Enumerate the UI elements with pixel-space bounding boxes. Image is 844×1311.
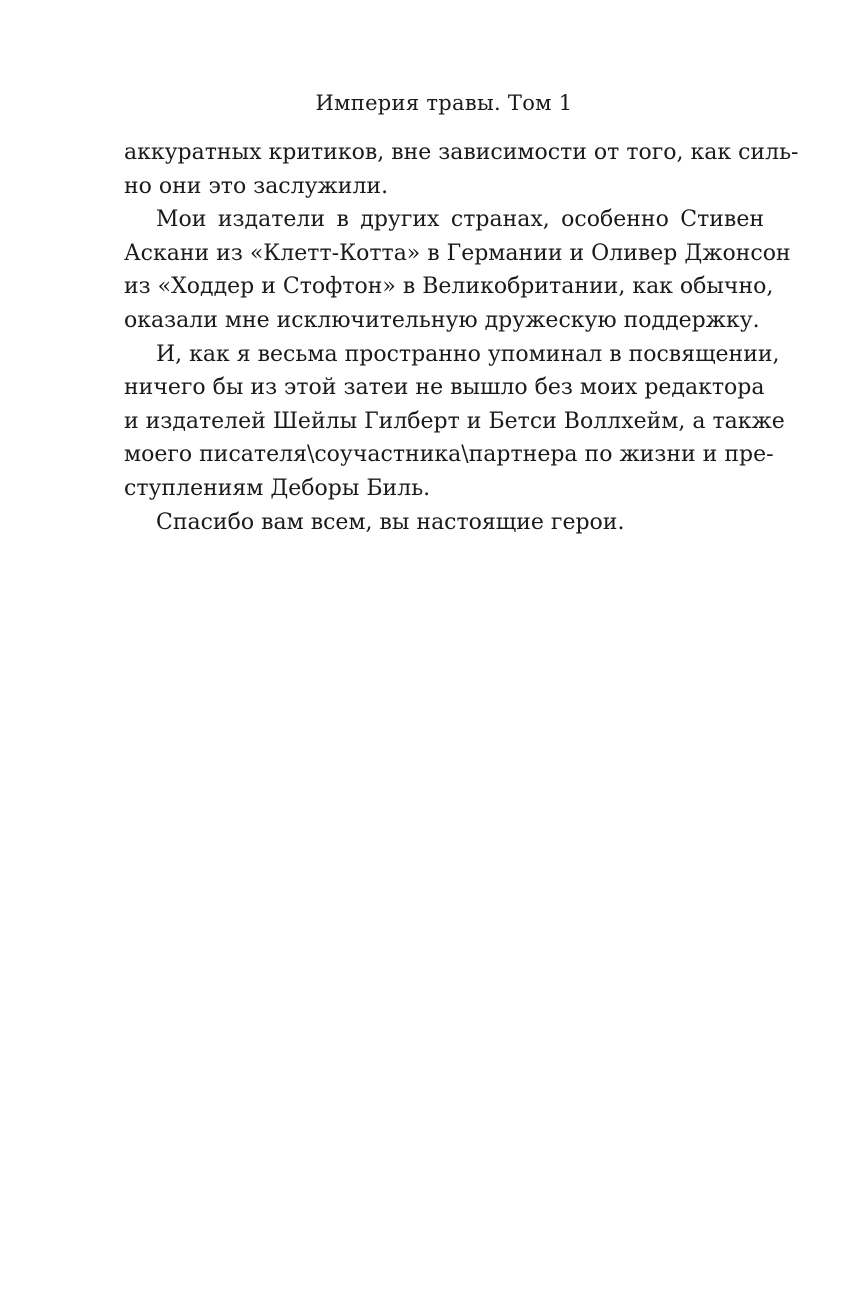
- paragraph-4: [124, 506, 764, 540]
- text-line: И, как я весьма пространно упоминал в посвящении,: [156, 341, 780, 367]
- paragraph-3: [124, 338, 785, 506]
- text-line: Аскани из «Клетт-Котта» в Германии и Оливер Джонсон: [124, 240, 791, 266]
- text-line: но они это заслужили.: [124, 173, 389, 199]
- book-page: [124, 88, 799, 539]
- paragraph-1: [124, 136, 799, 203]
- text-line: аккуратных критиков, вне зависимости от того, как силь-: [124, 140, 799, 165]
- body-text: [124, 136, 799, 539]
- paragraph-2: [124, 203, 791, 337]
- text-line: моего писателя\соучастника\партнера по жизни и пре-: [124, 442, 774, 468]
- running-header: Империя травы. Том 1: [315, 91, 573, 115]
- text-line: оказали мне исключительную дружескую поддержку.: [124, 307, 760, 333]
- text-line: ничего бы из этой затеи не вышло без моих редактора: [124, 375, 765, 401]
- text-line: ступлениям Деборы Биль.: [124, 475, 431, 501]
- text-line: из «Ходдер и Стофтон» в Великобритании, как обычно,: [124, 274, 774, 300]
- text-line: Спасибо вам всем, вы настоящие герои.: [156, 509, 625, 535]
- text-line: Мои издатели в других странах, особенно Стивен: [156, 207, 764, 233]
- text-line: и издателей Шейлы Гилберт и Бетси Воллхейм, а также: [124, 408, 785, 434]
